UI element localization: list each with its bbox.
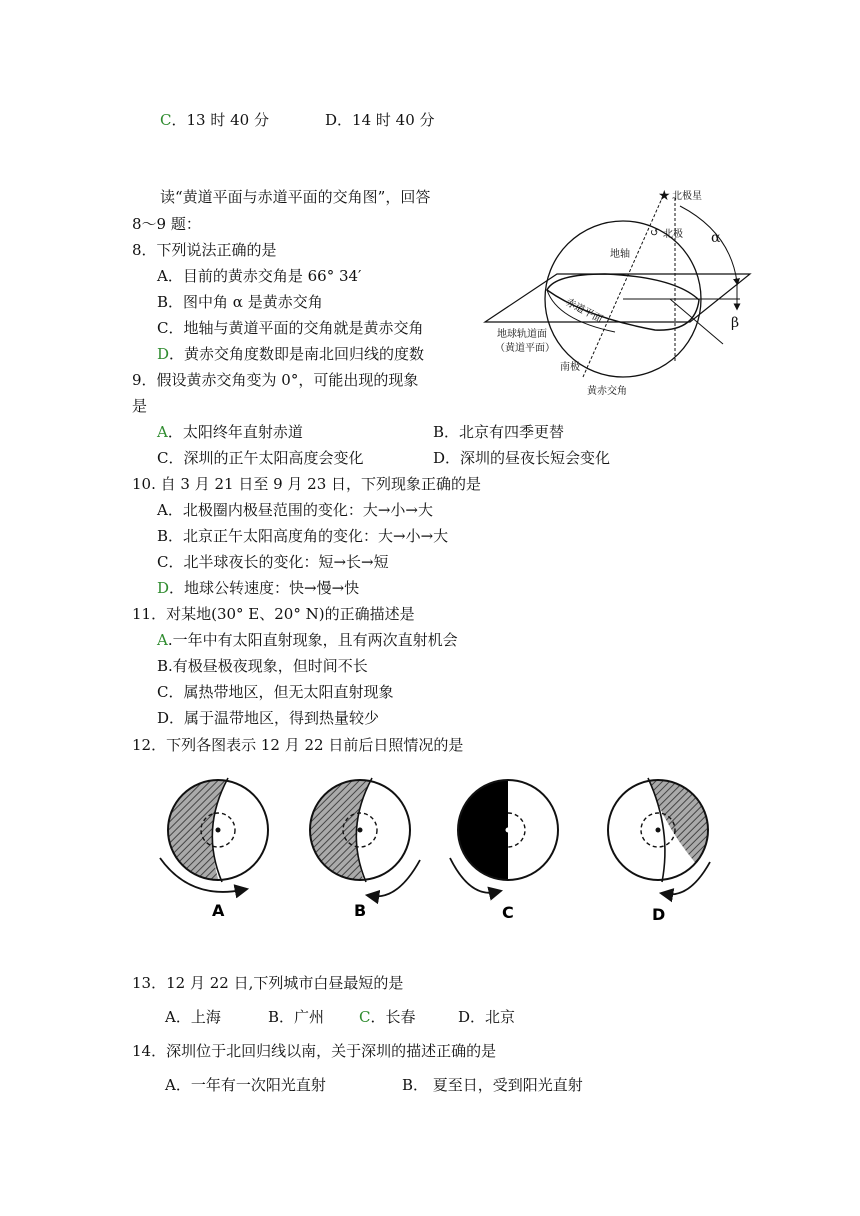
label-orbit-plane: 地球轨道面: [497, 329, 547, 340]
q9-option-c: C．深圳的正午太阳高度会变化: [157, 449, 364, 467]
q8-option-b: B．图中角 α 是黄赤交角: [157, 293, 323, 311]
q11-option-a: A.一年中有太阳直射现象，且有两次直射机会: [157, 631, 458, 649]
q7-option-c: C．13 时 40 分: [160, 111, 269, 129]
q12-stem: 12．下列各图表示 12 月 22 日前后日照情况的是: [132, 736, 464, 754]
label-polaris: 北极星: [672, 191, 702, 202]
q11-option-d: D．属于温带地区，得到热量较少: [157, 709, 380, 727]
q12-figure: [150, 770, 750, 950]
q9-stem-cont: 是: [132, 397, 148, 415]
q8-option-c: C．地轴与黄道平面的交角就是黄赤交角: [157, 319, 424, 337]
q12-circle-d: [608, 775, 715, 924]
label-south-pole: 南极: [560, 362, 580, 373]
label-obliquity: 黄赤交角: [587, 386, 627, 397]
q11-option-c: C．属热带地区，但无太阳直射现象: [157, 683, 394, 701]
q12-circle-a: [160, 775, 268, 920]
q9-option-a: A．太阳终年直射赤道: [157, 423, 303, 441]
q13-option-c: C．长春: [359, 1008, 416, 1026]
star-icon: ★: [658, 188, 671, 204]
q13-option-a: A．上海: [165, 1008, 221, 1026]
q12-label-b: B: [354, 901, 367, 920]
q12-circle-c: [450, 775, 558, 922]
q8-option-d: D．黄赤交角度数即是南北回归线的度数: [157, 345, 425, 363]
q12-circle-b: [305, 775, 420, 920]
q8-stem: 8．下列说法正确的是: [132, 241, 277, 259]
q10-stem: 10. 自 3 月 21 日至 9 月 23 日，下列现象正确的是: [132, 475, 482, 493]
q9-option-b: B．北京有四季更替: [433, 423, 565, 441]
q10-option-c: C．北半球夜长的变化：短→长→短: [157, 553, 389, 571]
label-equator-plane: 赤道平面: [563, 296, 605, 326]
q7-option-d: D．14 时 40 分: [325, 111, 435, 129]
q10-option-a: A．北极圈内极昼范围的变化：大→小→大: [157, 501, 433, 519]
q11-option-b: B.有极昼极夜现象，但时间不长: [157, 657, 368, 675]
q14-option-a: A．一年有一次阳光直射: [165, 1076, 326, 1094]
label-axis: 地轴: [610, 249, 630, 260]
q9-option-d: D．深圳的昼夜长短会变化: [433, 449, 611, 467]
label-ecliptic-plane: （黄道平面）: [495, 343, 555, 354]
intro-line2: 8～9 题：: [132, 215, 201, 233]
q14-option-b: B． 夏至日，受到阳光直射: [402, 1076, 583, 1094]
obliquity-diagram: [475, 182, 765, 407]
earth-axis: [583, 196, 663, 377]
q9-stem: 9．假设黄赤交角变为 0°，可能出现的现象: [132, 371, 419, 389]
label-north-pole: 北极: [663, 229, 683, 240]
q13-stem: 13．12 月 22 日,下列城市白昼最短的是: [132, 974, 404, 992]
q11-stem: 11．对某地(30° E、20° N)的正确描述是: [132, 605, 415, 623]
q10-option-b: B．北京正午太阳高度角的变化：大→小→大: [157, 527, 449, 545]
q10-option-d: D．地球公转速度：快→慢→快: [157, 579, 360, 597]
q13-option-b: B．广州: [268, 1008, 325, 1026]
q14-stem: 14．深圳位于北回归线以南，关于深圳的描述正确的是: [132, 1042, 497, 1060]
q12-label-d: D: [652, 905, 666, 924]
intro-line1: 读“黄道平面与赤道平面的交角图”，回答: [160, 188, 431, 206]
label-beta: β: [731, 315, 740, 331]
q13-option-d: D．北京: [458, 1008, 516, 1026]
alpha-arc: [680, 206, 737, 282]
label-alpha: α: [711, 230, 721, 246]
rotation-icon: ↺: [650, 226, 660, 239]
q8-option-a: A．目前的黄赤交角是 66° 34′: [157, 267, 362, 285]
q12-label-c: C: [502, 903, 514, 922]
q12-label-a: A: [212, 901, 225, 920]
